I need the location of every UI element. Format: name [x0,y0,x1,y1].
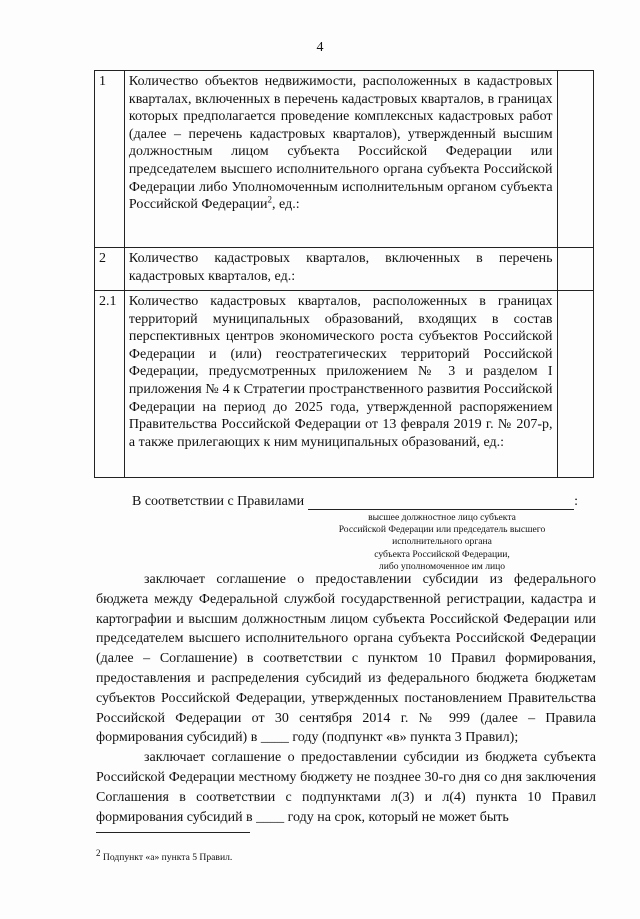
footnote-ref: 2 [267,194,273,205]
paragraph: заключает соглашение о предоставлении субсидии из бюджета субъекта Российской Федерации местному бюджету не позднее 30-го дня со дня заключения Соглашения в соответствии с подпунктами л(3) и л(4) пункта 10 Правил формирования субсидий в ____ году на срок, который не может быть [96,750,596,825]
page-number: 4 [316,40,324,55]
body-text [96,570,596,827]
table-row [95,291,594,478]
paragraph: заключает соглашение о предоставлении субсидии из федерального бюджета между Федеральной службой государственной регистрации, кадастра и картографии и высшим должностным лицом субъекта Российской Федерации или председателем высшего исполнительного органа субъекта Российской Федерации (далее – Соглашение) в соответствии с пунктом 10 Правил формирования, предоставления и распределения субсидий из федерального бюджета бюджетам субъектов Российской Федерации, утвержденных постановлением Правительства Российской Федерации от 30 сентября 2014 г. № 999 (далее – Правила формирования субсидий) в ____ году (подпункт «в» пункта 3 Правил); [96,572,596,746]
row-value-cell [557,248,593,291]
row-number: 2 [95,248,125,291]
footnote-marker: 2 [96,847,101,858]
footnote-divider [96,832,250,833]
indicators-table [94,70,594,478]
row-number: 1 [95,71,125,248]
row-description: Количество кадастровых кварталов, расположенных в границах территорий муниципальных образований, входящих в состав перспективных центров экономического роста субъектов Российской Федерации и (или) геостратегических территорий Российской Федерации, предусмотренных приложением № 3 и разделом I приложения № 4 к Стратегии пространственного развития Российской Федерации на период до 2025 года, утвержденной распоряжением Правительства Российской Федерации от 13 февраля 2019 г. № 207-р, а также прилегающих к ним муниципальных образований, ед.: [124,291,557,478]
caption-line: исполнительного органа [392,536,492,548]
row-description: Количество объектов недвижимости, расположенных в кадастровых кварталах, включенных в перечень кадастровых кварталов, в границах которых предполагается проведение комплексных кадастровых работ (далее – перечень кадастровых кварталов), утвержденный высшим должностным лицом субъекта Российской Федерации или председателем высшего исполнительного органа субъекта Российской Федерации либо Уполномоченным исполнительным органом субъекта Российской Федерации$^2$, ед.: [124,71,557,248]
row-description: Количество кадастровых кварталов, включенных в перечень кадастровых кварталов, ед.: [124,248,557,291]
fill-in-blank [308,495,574,510]
row-number: 2.1 [95,291,125,478]
table-row [95,248,594,291]
row-value-cell [557,291,593,478]
caption-line: субъекта Российской Федерации, [374,548,510,560]
footnote: $^2$ Подпункт «а» пункта 5 Правил. [96,847,233,863]
caption-line: либо уполномоченное им лицо [378,560,506,572]
caption-line: Российской Федерации или председатель высшего [338,524,546,536]
blank-caption [324,512,560,573]
rules-statement: В соответствии с Правилами : [132,494,579,509]
caption-line: высшее должностное лицо субъекта [368,512,516,523]
row-value-cell [557,71,593,248]
table-row [95,71,594,248]
